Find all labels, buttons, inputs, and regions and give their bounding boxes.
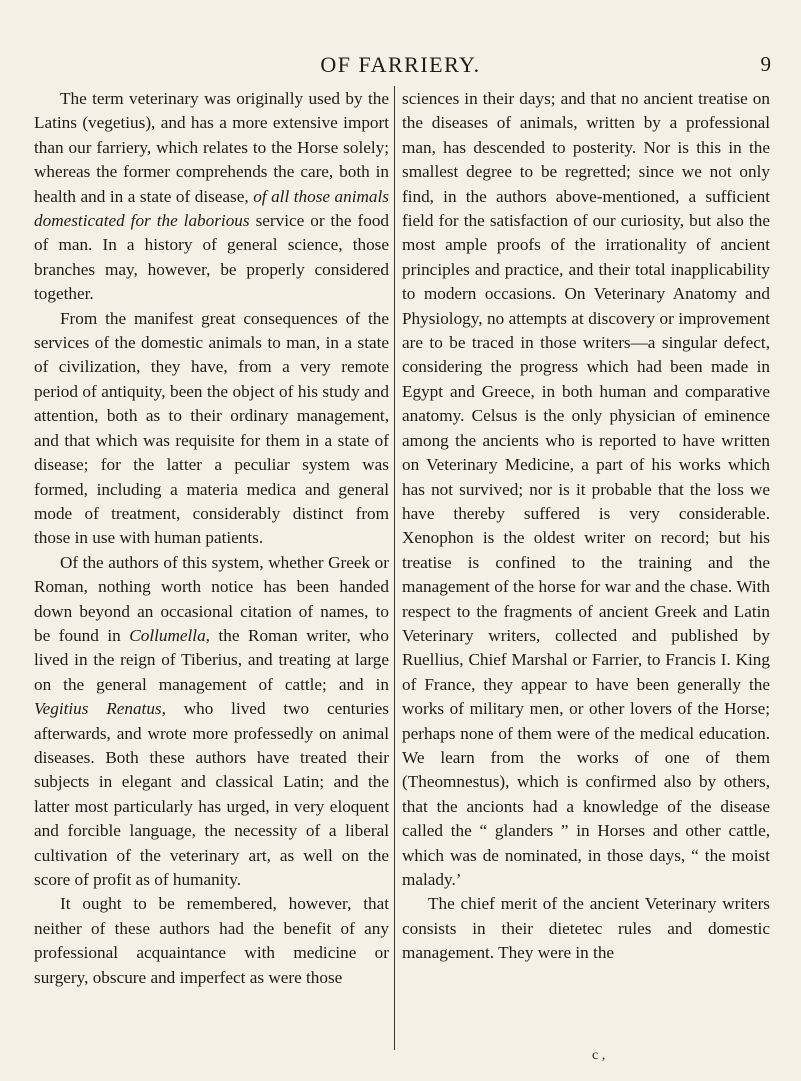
signature-mark: c ,	[592, 1048, 606, 1063]
text-run: The chief merit of the ancient Veterinary writers consists in their dietetec rules and domestic management. They were in the	[402, 894, 770, 963]
paragraph	[402, 87, 770, 892]
paragraph	[34, 551, 389, 893]
text-run: Of the authors of this system, whether Greek or Roman, nothing worth notice has been handed down beyond an occasional citation of names, to be found in	[34, 552, 389, 645]
paragraph	[34, 892, 389, 990]
running-title: OF FARRIERY.	[320, 52, 481, 77]
italic-text: of all those animals domesticated for the laborious	[34, 186, 389, 231]
text-run: service or the food of man. In a history of general science, those branches may, however, be properly considered together.	[34, 211, 390, 304]
paragraph	[34, 307, 389, 551]
page-header	[0, 52, 801, 82]
italic-text: Vegitius Renatus,	[34, 699, 166, 719]
right-column	[402, 87, 770, 966]
text-run: sciences in their days; and that no ancient treatise on the diseases of animals, written by a professional man, has descended to posterity. Nor is this in the smallest degree to be regretted; since we not only find, in the authors above-mentioned, a sufficient field for the satisfaction of our curiosity, but also the most ample proofs of the irrationality of ancient principles and practice, and their total inapplicability to modern occasions. On Veterinary Anatomy and Physiology, no attempts at discovery or improvement are to be traced in those writers—a singular defect, considering the progress which had been made in Egypt and Greece, in both human and comparative anatomy. Celsus is the only physician of eminence among the ancients who is reported to have written on Veterinary Medicine, a part of his works which has not survived; nor is it probable that the loss we have thereby suffered is very considerable. Xenophon is the oldest writer on record; but his treatise is confined to the training and the management of the horse for war and the chase. With respect to the fragments of ancient Greek and Latin Veterinary writers, collected and published by Ruellius, Chief Marshal or Farrier, to Francis I. King of France, they appear to have been generally the works of military men, or other lovers of the Horse; perhaps none of them were of the medical education. We learn from the works of one of them (Theomnestus), which is confirmed also by others, that the ancionts had a knowledge of the disease called the “ glanders ” in Horses and other cattle, which was de nominated, in those days, “ the moist malady.’	[402, 89, 770, 889]
column-divider	[394, 86, 395, 1050]
left-column	[34, 87, 389, 990]
text-run: who lived two centuries afterwards, and wrote more professedly on animal diseases. Both these authors have treated their subjects in elegant and classical Latin; and the latter most particularly has urged, in very eloquent and forcible language, the necessity of a liberal cultivation of the veterinary art, as well on the score of profit as of humanity.	[34, 699, 389, 889]
page-number: 9	[760, 52, 771, 76]
paragraph	[34, 87, 389, 307]
italic-text: Collumella,	[129, 625, 210, 645]
text-run: From the manifest great consequences of the services of the domestic animals to man, in a state of civilization, they have, from a very remote period of antiquity, been the object of his study and attention, both as to their ordinary management, and that which was requisite for them in a state of disease; for the latter a peculiar system was formed, including a materia medica and general mode of treatment, considerably distinct from those in use with human patients.	[34, 308, 389, 548]
paragraph	[402, 892, 770, 965]
text-run: the Roman writer, who lived in the reign of Tiberius, and treating at large on the general management of cattle; and in	[34, 625, 389, 694]
text-run: It ought to be remembered, however, that neither of these authors had the benefit of any professional acquaintance with medicine or surgery, obscure and imperfect as were those	[34, 894, 389, 987]
text-run: The term veterinary was originally used by the Latins (vegetius), and has a more extensive import than our farriery, which relates to the Horse solely; whereas the former comprehends the care, both in health and in a state of disease,	[34, 89, 389, 206]
